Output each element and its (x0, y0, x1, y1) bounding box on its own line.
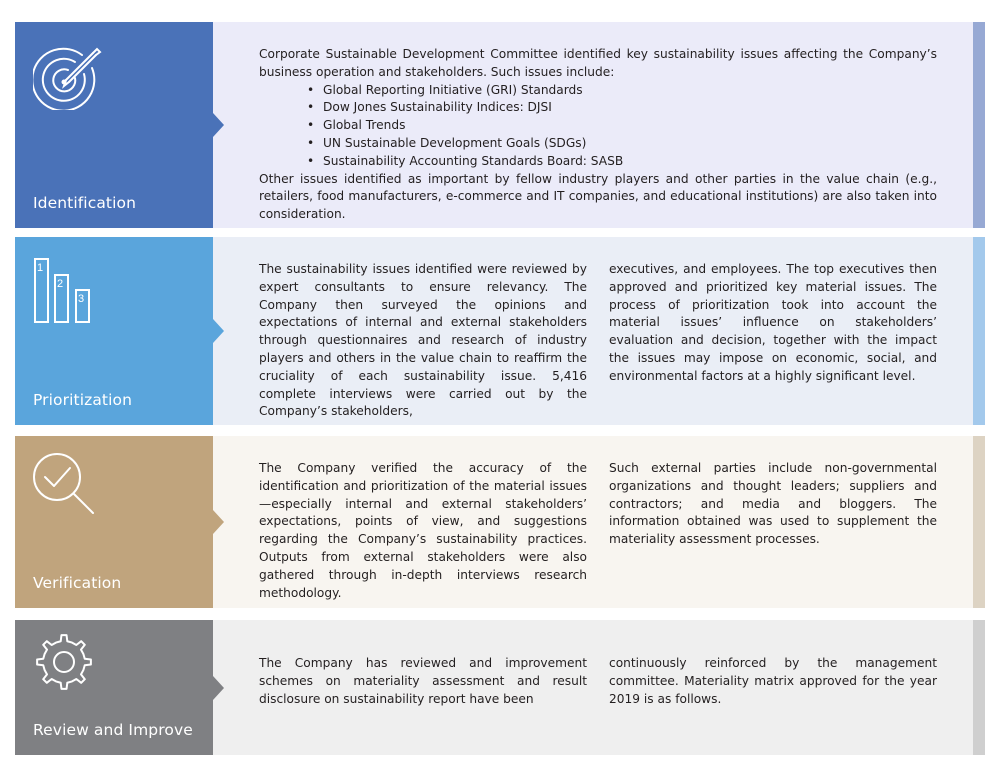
pointer-arrow (213, 676, 224, 700)
magnifier-check-icon (31, 451, 97, 521)
prioritization-accent-strip (973, 237, 985, 425)
gear-icon (34, 632, 94, 696)
rank-number-3: 3 (78, 293, 85, 305)
verification-label-panel (15, 436, 213, 608)
review-label-panel (15, 620, 213, 755)
review-content-panel (213, 620, 985, 755)
verification-column-2: Such external parties include non-governmental organizations and thought leaders; suppliers and contractors; and media and bloggers. The information obtained was used to supplement the materiality assessment processes. (609, 461, 937, 547)
list-item: • Global Trends (323, 117, 937, 135)
prioritization-label-panel (15, 237, 213, 425)
rank-number-1: 1 (37, 262, 44, 274)
verification-section (15, 436, 985, 608)
review-label: Review and Improve (33, 721, 193, 739)
verification-label: Verification (33, 574, 122, 592)
list-item: • UN Sustainable Development Goals (SDGs) (323, 135, 937, 153)
list-item: • Sustainability Accounting Standards Board: SASB (323, 153, 937, 171)
list-item: • Dow Jones Sustainability Indices: DJSI (323, 99, 937, 117)
target-pen-icon (33, 40, 103, 114)
identification-outro: Other issues identified as important by fellow industry players and other parties in the value chain (e.g., retailers, food manufacturers, e-commerce and IT companies, and educational institutions) are also taken into consideration. (259, 171, 937, 222)
review-accent-strip (973, 620, 985, 755)
ranking-bars-icon (34, 258, 96, 328)
identification-intro: Corporate Sustainable Development Committee identified key sustainability issues affecting the Company’s business operation and stakeholders. Such issues include: (259, 47, 937, 79)
prioritization-column-2: executives, and employees. The top executives then approved and prioritized key material issues. The process of prioritization took into account the material issues’ influence on stakeholders’ evaluation and decision, together with the impact the issues may impose on economic, social, and environmental factors at a highly significant level. (609, 262, 937, 383)
verification-column-1: The Company verified the accuracy of the identification and prioritization of the material issues—especially internal and external stakeholders’ expectations, points of view, and suggestions regarding the Company’s sustainability practices. Outputs from external stakeholders were also gathered through in-depth interviews research methodology. (259, 461, 587, 600)
review-column-2: continuously reinforced by the management committee. Materiality matrix approved for the year 2019 is as follows. (609, 656, 937, 706)
identification-label-panel (15, 22, 213, 228)
verification-content-panel (213, 436, 985, 608)
identification-bullet-list (259, 82, 937, 171)
list-item: • Global Reporting Initiative (GRI) Standards (323, 82, 937, 100)
pointer-arrow (213, 319, 224, 343)
review-section (15, 620, 985, 755)
verification-accent-strip (973, 436, 985, 608)
review-column-1: The Company has reviewed and improvement schemes on materiality assessment and result disclosure on sustainability report have been (259, 656, 587, 706)
identification-accent-strip (973, 22, 985, 228)
pointer-arrow (213, 510, 224, 534)
identification-label: Identification (33, 194, 137, 212)
prioritization-content-panel (213, 237, 985, 425)
prioritization-section (15, 237, 985, 425)
identification-section (15, 22, 985, 228)
pointer-arrow (213, 113, 224, 137)
prioritization-column-1: The sustainability issues identified were reviewed by expert consultants to ensure relevancy. The Company then surveyed the opinions and expectations of internal and external stakeholders through questionnaires and research of industry players and others in the value chain to reaffirm the cruciality of each sustainability issue. 5,416 complete interviews were carried out by the Company’s stakeholders, (259, 262, 587, 419)
prioritization-label: Prioritization (33, 391, 133, 409)
rank-number-2: 2 (57, 278, 64, 290)
identification-content-panel (213, 22, 985, 228)
